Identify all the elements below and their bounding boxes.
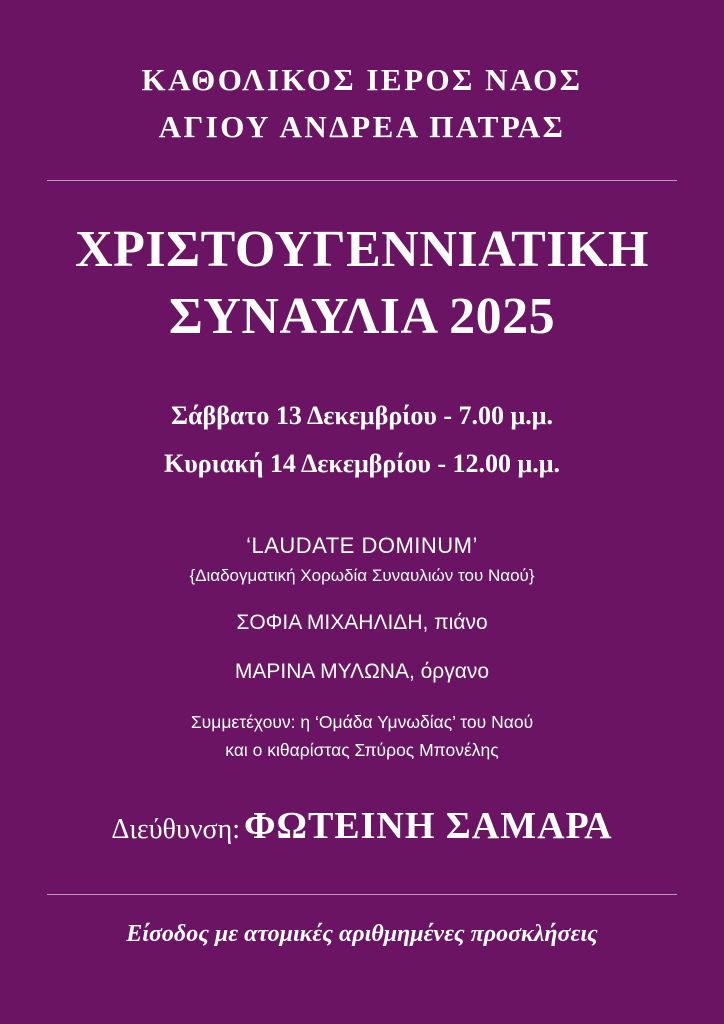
church-name-line-1: ΚΑΘΟΛΙΚΟΣ ΙΕΡΟΣ ΝΑΟΣ [141, 62, 583, 97]
event-dates [44, 392, 680, 488]
conductor-name: ΦΩΤΕΙΝΗ ΣΑΜΑΡΑ [244, 804, 613, 847]
event-title-line-2: ΣΥΝΑΥΛΙΑ 2025 [168, 287, 556, 345]
event-title [44, 217, 680, 350]
choir-subtitle: {Διαδογματική Χορωδία Συναυλιών του Ναού} [189, 565, 535, 585]
choir-name: ‘LAUDATE DOMINUM’ [246, 532, 478, 558]
divider-bottom [47, 894, 677, 895]
event-title-line-1: ΧΡΙΣΤΟΥΓΕΝΝΙΑΤΙΚΗ [75, 221, 649, 279]
participants-note-line-2: και ο κιθαρίστας Σπύρος Μπονέλης [225, 739, 499, 760]
church-name-line-2: ΑΓΙΟΥ ΑΝΔΡΕΑ ΠΑΤΡΑΣ [158, 109, 566, 145]
admission-note: Είσοδος με ατομικές αριθμημένες προσκλήσεις [126, 921, 598, 947]
event-date-1: Σάββατο 13 Δεκεμβρίου - 7.00 μ.μ. [171, 401, 553, 431]
church-header [44, 56, 680, 150]
organist-name: ΜΑΡΙΝΑ ΜΥΛΩΝΑ, όργανο [234, 660, 490, 684]
event-date-2: Κυριακή 14 Δεκεμβρίου - 12.00 μ.μ. [164, 449, 560, 479]
pianist-name: ΣΟΦΙΑ ΜΙΧΑΗΛΙΔΗ, πιάνο [236, 610, 488, 634]
performers-block [44, 529, 680, 764]
divider-top [47, 180, 677, 181]
conductor-label: Διεύθυνση: [111, 813, 241, 845]
participants-note-line-1: Συμμετέχουν: η ‘Ομάδα Υμνωδίας’ του Ναού [190, 711, 534, 732]
conductor-block [44, 804, 680, 848]
footer-block [44, 894, 680, 1000]
